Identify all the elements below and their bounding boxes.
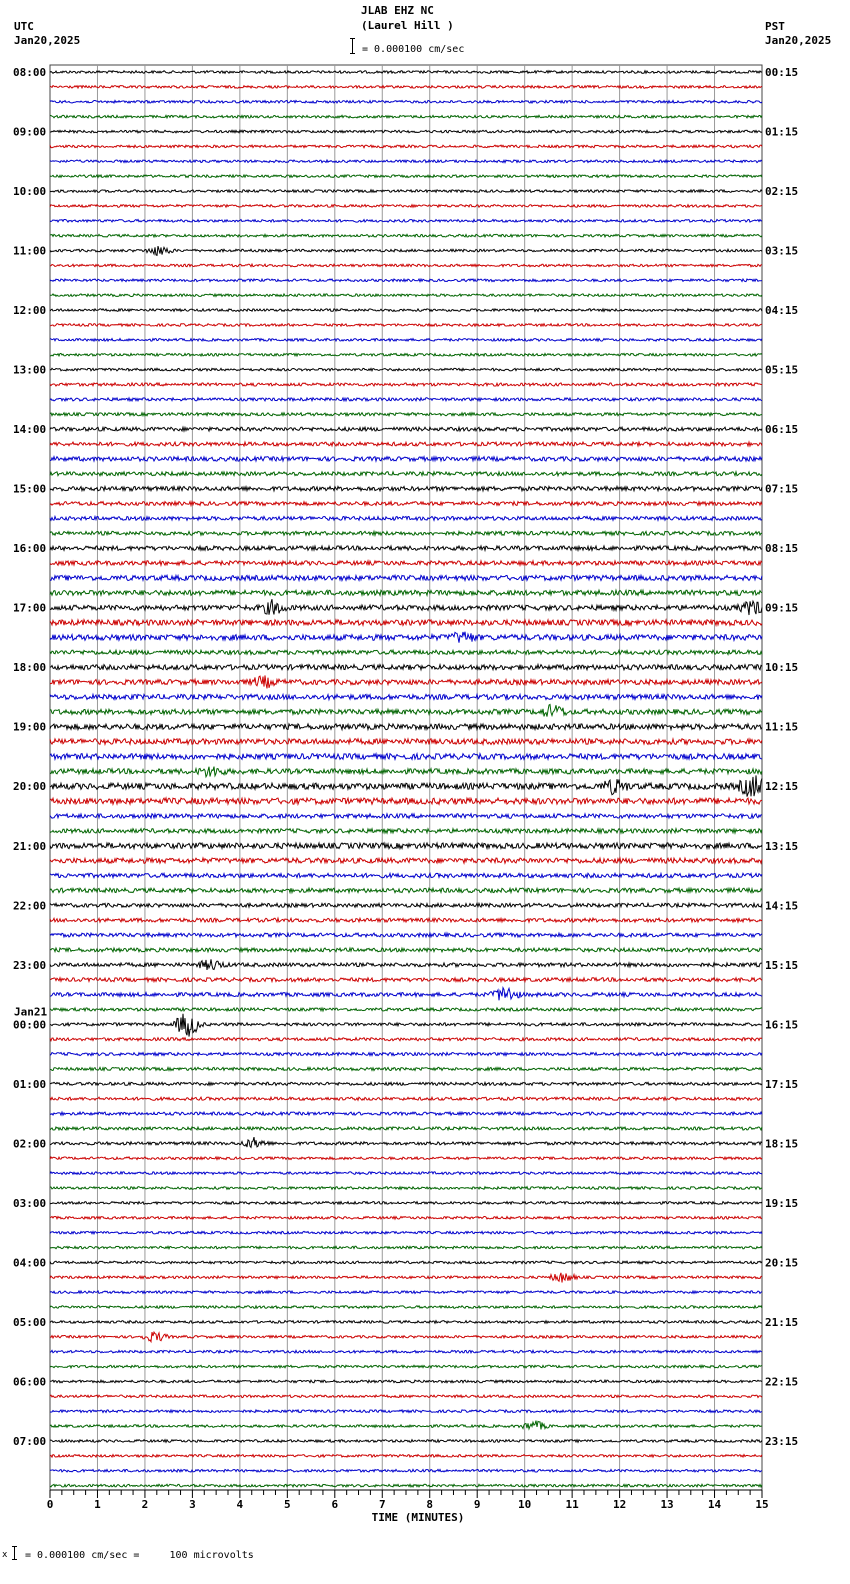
trace-87 (50, 1365, 762, 1368)
trace-93 (50, 1455, 762, 1458)
trace-19 (50, 353, 762, 356)
trace-80 (50, 1261, 762, 1264)
trace-55 (50, 888, 762, 892)
trace-62 (50, 988, 762, 1001)
trace-56 (50, 903, 762, 907)
left-timezone: UTC (14, 20, 34, 33)
trace-24 (50, 427, 762, 431)
trace-69 (50, 1097, 762, 1100)
left-hour-label: 06:00 (13, 1375, 47, 1389)
trace-40 (50, 665, 762, 670)
right-timezone: PST (765, 20, 785, 33)
trace-63 (50, 1008, 762, 1011)
right-hour-label: 13:15 (765, 839, 799, 853)
left-hour-label: 01:00 (13, 1077, 47, 1091)
trace-49 (50, 798, 762, 804)
trace-68 (50, 1082, 762, 1085)
trace-29 (50, 502, 762, 506)
left-date: Jan20,2025 (14, 34, 81, 47)
trace-21 (50, 383, 762, 386)
trace-71 (50, 1127, 762, 1130)
trace-48 (50, 775, 762, 796)
trace-32 (50, 546, 762, 550)
right-hour-label: 16:15 (765, 1018, 799, 1032)
left-hour-label: 21:00 (13, 839, 47, 853)
right-hour-label: 07:15 (765, 482, 799, 496)
x-tick-label: 2 (141, 1498, 149, 1511)
right-hour-label: 23:15 (765, 1434, 799, 1448)
left-hour-label: 12:00 (13, 304, 47, 318)
x-tick-label: 11 (565, 1498, 579, 1511)
right-hour-label: 21:15 (765, 1315, 799, 1329)
right-hour-label: 01:15 (765, 125, 799, 139)
footer-scale-prefix: x (2, 1550, 8, 1560)
trace-44 (50, 724, 762, 730)
left-hour-label: 22:00 (13, 899, 47, 913)
trace-17 (50, 324, 762, 327)
trace-3 (50, 115, 762, 118)
trace-78 (50, 1231, 762, 1234)
trace-42 (50, 694, 762, 699)
x-tick-label: 4 (236, 1498, 244, 1511)
right-hour-label: 08:15 (765, 542, 799, 556)
right-hour-label: 11:15 (765, 720, 799, 734)
trace-14 (50, 279, 762, 282)
trace-2 (50, 101, 762, 104)
trace-53 (50, 858, 762, 863)
trace-94 (50, 1469, 762, 1472)
trace-89 (50, 1395, 762, 1398)
trace-77 (50, 1217, 762, 1220)
trace-72 (50, 1137, 762, 1147)
trace-11 (50, 234, 762, 237)
trace-88 (50, 1380, 762, 1383)
trace-5 (50, 145, 762, 148)
left-hour-label: 23:00 (13, 958, 47, 972)
left-hour-label: 17:00 (13, 601, 47, 615)
trace-95 (50, 1484, 762, 1487)
trace-34 (50, 575, 762, 580)
x-tick-label: 6 (331, 1498, 339, 1511)
trace-0 (50, 71, 762, 74)
left-date-label: Jan21 (14, 1005, 48, 1019)
trace-33 (50, 561, 762, 565)
right-hour-label: 02:15 (765, 185, 799, 199)
trace-92 (50, 1440, 762, 1443)
left-hour-label: 16:00 (13, 542, 47, 556)
trace-46 (50, 754, 762, 760)
x-tick-label: 9 (473, 1498, 481, 1511)
right-hour-label: 15:15 (765, 958, 799, 972)
x-axis (47, 1490, 769, 1524)
trace-10 (50, 220, 762, 223)
trace-61 (50, 978, 762, 982)
trace-35 (50, 590, 762, 595)
trace-91 (50, 1421, 762, 1430)
trace-59 (50, 948, 762, 952)
trace-74 (50, 1172, 762, 1175)
right-hour-label: 14:15 (765, 899, 799, 913)
trace-83 (50, 1306, 762, 1309)
trace-70 (50, 1112, 762, 1115)
trace-30 (50, 517, 762, 521)
right-hour-label: 05:15 (765, 363, 799, 377)
right-hour-label: 09:15 (765, 601, 799, 615)
right-hour-label: 10:15 (765, 661, 799, 675)
trace-79 (50, 1246, 762, 1249)
trace-31 (50, 531, 762, 535)
right-hour-label: 00:15 (765, 66, 799, 79)
x-tick-label: 15 (755, 1498, 769, 1511)
left-hour-label: 19:00 (13, 720, 47, 734)
left-hour-label: 15:00 (13, 482, 47, 496)
x-tick-label: 0 (46, 1498, 54, 1511)
trace-27 (50, 472, 762, 476)
right-hour-label: 12:15 (765, 780, 799, 794)
trace-75 (50, 1187, 762, 1190)
trace-73 (50, 1157, 762, 1160)
trace-6 (50, 160, 762, 163)
left-hour-label: 07:00 (13, 1434, 47, 1448)
left-hour-label: 18:00 (13, 661, 47, 675)
right-hour-label: 19:15 (765, 1196, 799, 1210)
trace-38 (50, 632, 762, 643)
left-hour-label: 00:00 (13, 1018, 47, 1032)
trace-47 (50, 767, 762, 777)
x-tick-label: 5 (284, 1498, 291, 1511)
x-tick-label: 8 (426, 1498, 434, 1511)
right-hour-label: 20:15 (765, 1256, 799, 1270)
x-tick-label: 14 (707, 1498, 722, 1511)
trace-37 (50, 620, 762, 626)
right-hour-label: 22:15 (765, 1375, 799, 1389)
trace-64 (50, 1014, 762, 1037)
site-name: (Laurel Hill ) (361, 19, 454, 32)
trace-51 (50, 829, 762, 833)
trace-41 (50, 675, 762, 688)
left-hour-label: 13:00 (13, 363, 47, 377)
left-hour-label: 02:00 (13, 1137, 47, 1151)
left-hour-label: 09:00 (13, 125, 47, 139)
trace-36 (50, 599, 762, 615)
trace-85 (50, 1332, 762, 1342)
right-hour-label: 18:15 (765, 1137, 799, 1151)
footer-scale-text: = 0.000100 cm/sec = 100 microvolts (25, 1550, 254, 1561)
trace-12 (50, 246, 762, 255)
left-hour-label: 20:00 (13, 780, 47, 794)
x-tick-label: 13 (660, 1498, 674, 1511)
station-title: JLAB EHZ NC (361, 4, 434, 17)
trace-1 (50, 86, 762, 89)
x-tick-label: 7 (378, 1498, 386, 1511)
x-axis-title: TIME (MINUTES) (371, 1511, 465, 1524)
trace-52 (50, 843, 762, 849)
x-tick-label: 1 (94, 1498, 101, 1511)
right-hour-label: 04:15 (765, 304, 799, 318)
trace-66 (50, 1053, 762, 1056)
trace-60 (50, 959, 762, 970)
trace-39 (50, 650, 762, 654)
trace-23 (50, 413, 762, 416)
trace-20 (50, 368, 762, 371)
trace-81 (50, 1273, 762, 1283)
trace-9 (50, 205, 762, 208)
trace-84 (50, 1321, 762, 1324)
x-tick-label: 3 (189, 1498, 196, 1511)
trace-13 (50, 264, 762, 267)
trace-54 (50, 873, 762, 877)
trace-25 (50, 442, 762, 446)
left-hour-label: 11:00 (13, 244, 47, 258)
left-hour-label: 14:00 (13, 423, 47, 437)
right-hour-label: 03:15 (765, 244, 799, 258)
trace-65 (50, 1038, 762, 1041)
x-tick-label: 12 (612, 1498, 627, 1511)
trace-layer (50, 71, 762, 1487)
trace-45 (50, 739, 762, 745)
x-tick-label: 10 (518, 1498, 532, 1511)
plot-frame (50, 65, 762, 1490)
footer-scale-bar-icon (12, 1546, 17, 1560)
right-hour-label: 17:15 (765, 1077, 799, 1091)
right-date: Jan20,2025 (765, 34, 832, 47)
trace-50 (50, 814, 762, 818)
trace-82 (50, 1291, 762, 1294)
trace-26 (50, 457, 762, 461)
trace-67 (50, 1067, 762, 1070)
left-hour-label: 08:00 (13, 66, 47, 79)
scale-text: = 0.000100 cm/sec (362, 44, 465, 55)
trace-22 (50, 398, 762, 401)
trace-76 (50, 1202, 762, 1205)
left-hour-label: 10:00 (13, 185, 47, 199)
trace-8 (50, 190, 762, 193)
trace-7 (50, 175, 762, 178)
trace-90 (50, 1410, 762, 1413)
trace-28 (50, 486, 762, 490)
trace-43 (50, 705, 762, 717)
left-hour-label: 04:00 (13, 1256, 47, 1270)
trace-18 (50, 339, 762, 342)
left-hour-label: 03:00 (13, 1196, 47, 1210)
trace-16 (50, 309, 762, 312)
grid-lines (50, 65, 762, 1490)
right-hour-label: 06:15 (765, 423, 799, 437)
left-hour-label: 05:00 (13, 1315, 47, 1329)
trace-86 (50, 1350, 762, 1353)
trace-15 (50, 294, 762, 297)
trace-57 (50, 918, 762, 922)
trace-4 (50, 130, 762, 133)
trace-58 (50, 933, 762, 937)
